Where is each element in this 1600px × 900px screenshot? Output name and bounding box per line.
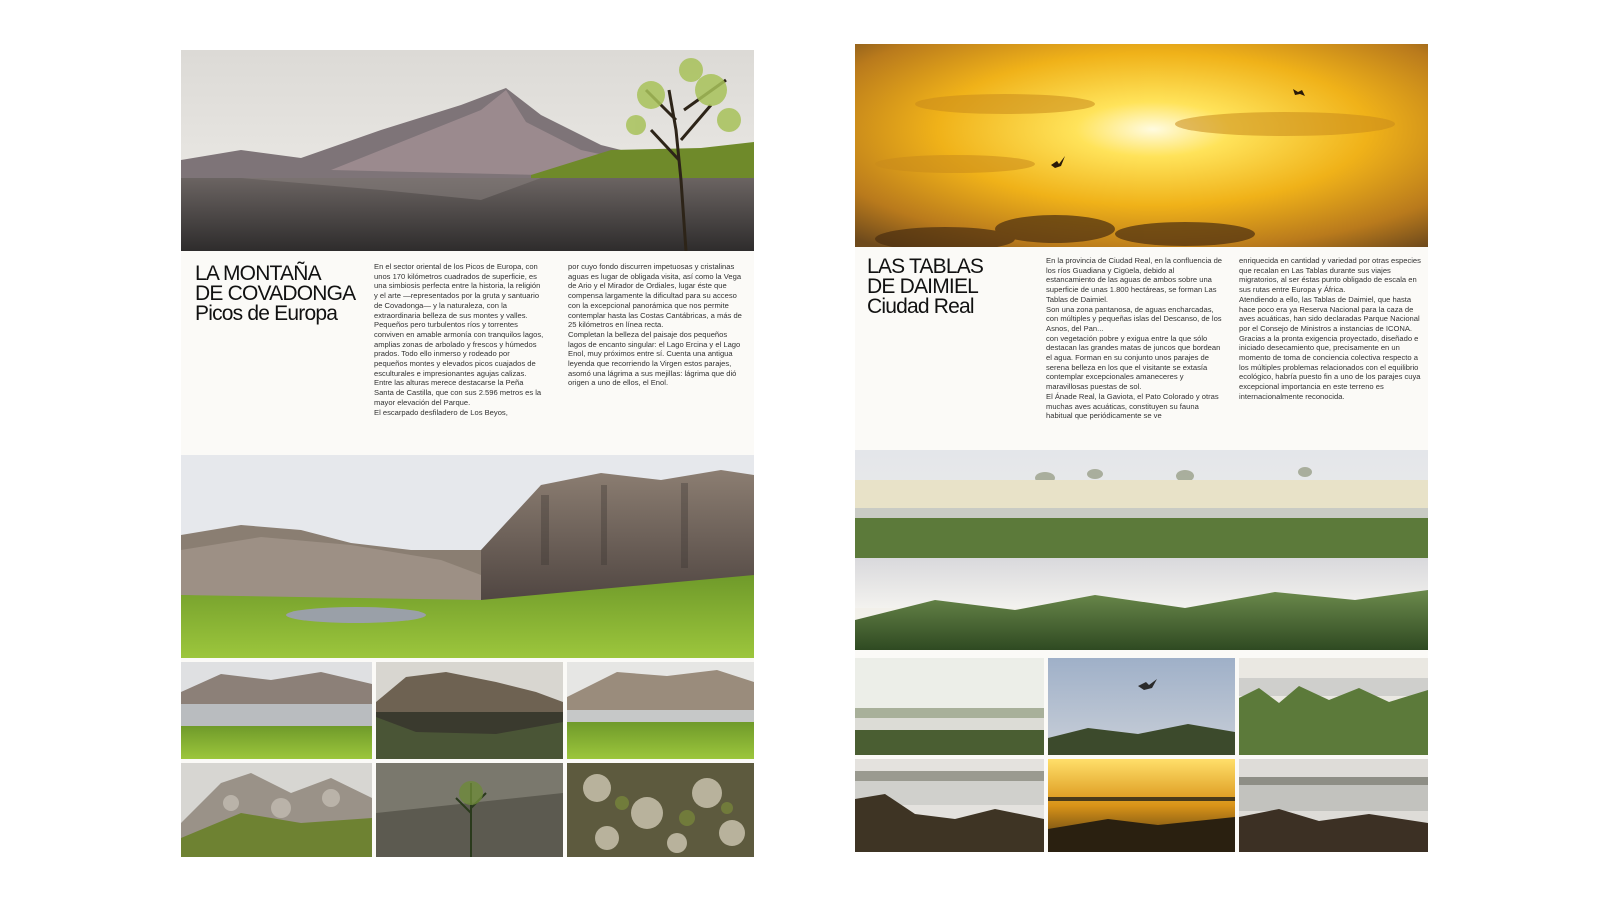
right-page [855,44,1428,852]
paragraph: En el sector oriental de los Picos de Europa, con unos 170 kilómetros cuadrados de superficie, es una simbiosis perfecta entre la historia, la religión y el arte —representados por la gruta y santuario de Covadonga— y la naturaleza, con la extraordinaria belleza de sus montes y valles. [374,262,541,320]
right-title-line2: DE DAIMIEL [867,275,979,298]
paragraph: El Ánade Real, la Gaviota, el Pato Colorado y otras muchas aves acuáticas, constituyen su fauna habitual que periódicamente se ve [1046,391,1219,421]
photo-thumb-tree-reflection [376,763,563,857]
left-title-line1: LA MONTAÑA [195,262,321,285]
photo-thumb-marsh-3 [1239,759,1428,852]
right-title [867,257,1027,317]
right-title-line1: LAS TABLAS [867,255,984,278]
paragraph: Completan la belleza del paisaje dos pequeños lagos de encanto singular: el Lago Ercina y el Lago Enol, muy próximos entre sí. Cuenta una antigua leyenda que recorriendo la Virgen estos parajes, asomó una lágrima a sus mejillas: lágrima que dió origen a uno de ellos, el Enol. [568,329,741,388]
paragraph: enriquecida en cantidad y variedad por otras especies que recalan en Las Tablas durante sus viajes migratorios, al ser éstas punto obligado de escala en sus rutas entre Europa y África. [1239,256,1421,295]
left-column-1 [374,262,544,417]
left-column-2 [568,262,746,388]
left-title-line2: DE COVADONGA [195,282,356,305]
paragraph: Son una zona pantanosa, de aguas encharcadas, con múltiples y pequeñas islas del Descanso, de los Asnos, del Pan... [1046,304,1222,333]
paragraph: En la provincia de Ciudad Real, en la confluencia de los ríos Guadiana y Cigüela, debido al estancamiento de las aguas de ambos sobre una superficie de unas 1.800 hectáreas, se forman Las Tablas de Daimiel. [1046,256,1223,304]
paragraph: Atendiendo a ello, las Tablas de Daimiel, que hasta hace poco era ya Reserva Nacional para la caza de aves acuáticas, han sido declaradas Parque Nacional por el Consejo de Ministros a instancias de ICONA. [1239,294,1420,333]
photo-thumb-rocks [181,763,372,857]
photo-thumb-golden-water [1048,759,1235,852]
photo-thumb-lake-2 [376,662,563,759]
photo-valley-lake [181,455,754,658]
photo-thumb-marsh-2 [855,759,1044,852]
left-title-line3: Picos de Europa [195,302,338,325]
photo-thumb-bird-sky [1048,658,1235,755]
paragraph: con vegetación pobre y exigua entre la que sólo destacan las grandes matas de juncos que bordean el agua. Forman en su conjunto unos parajes de serena belleza en los que el visitante se extasía contemplar excepcionales amaneceres y maravillosas puestas de sol. [1046,333,1221,392]
photo-thumb-lake-3 [567,662,754,759]
photo-mountain-lake [181,50,754,251]
left-page [181,50,754,857]
paragraph: Gracias a la pronta exigencia proyectado, diseñado e iniciado desecamiento que, precisamente en un momento de toma de conciencia colectiva respecto a los múltiples problemas relacionados con el equilibrio ecológico, habría puesto fin a uno de los parajes cuya excepcional importancia en este terreno es internacionalmente reconocida. [1239,333,1421,401]
right-title-line3: Ciudad Real [867,295,974,318]
photo-sunset-sky [855,44,1428,247]
paragraph: El escarpado desfiladero de Los Beyos, [374,407,508,417]
photo-thumb-moss-rocks [567,763,754,857]
left-title [195,264,365,324]
right-column-1 [1046,256,1224,421]
right-column-2 [1239,256,1421,402]
paragraph: Pequeños pero turbulentos ríos y torrentes conviven en amable armonía con tranquilos lagos, amplias zonas de arbolado y frescos y húmedos prados. Todo ello inmerso y rodeado por pequeños montes y elevados picos cuajados de esculturales e impresionantes agujas calizas. [374,320,544,378]
paragraph: por cuyo fondo discurren impetuosas y cristalinas aguas es lugar de obligada visita, así como la Vega de Ario y el Mirador de Ordiales, lugar éste que compensa largamente la dificultad para su acceso con la excepcional panorámica que nos permite contemplar hasta las Costas Cantábricas, a más de 25 kilómetros en línea recta. [568,262,742,330]
paragraph: Entre las alturas merece destacarse la Peña Santa de Castilla, que con sus 2.596 metros es la mayor elevación del Parque. [374,378,542,407]
photo-wetland [855,450,1428,650]
photo-thumb-lake-1 [181,662,372,759]
photo-thumb-marsh-1 [855,658,1044,755]
photo-thumb-reeds [1239,658,1428,755]
